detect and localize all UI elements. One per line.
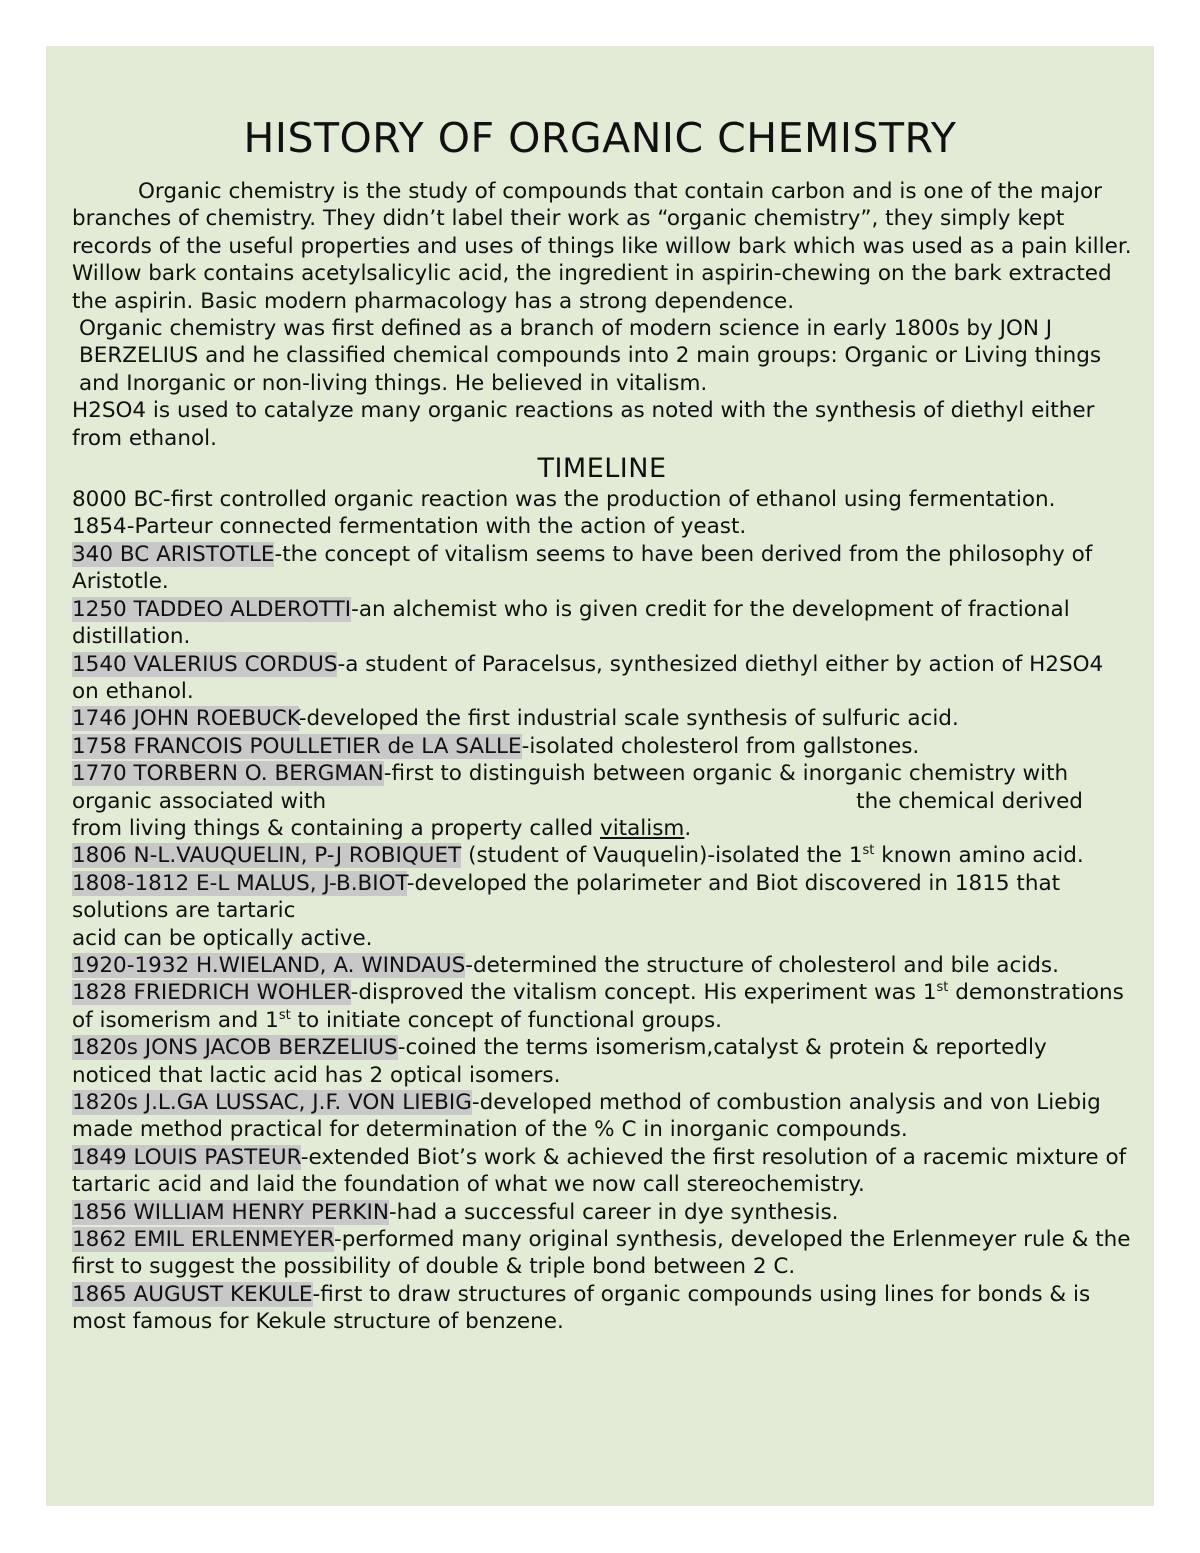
- entry-text: -a student of Paracelsus, synthesized diethyl either by action of H2SO4 on ethanol.: [72, 651, 1104, 704]
- timeline-entry: [72, 1281, 1132, 1336]
- entry-name: 1746 JOHN ROEBUCK: [72, 706, 299, 732]
- timeline-heading: TIMELINE: [537, 453, 667, 485]
- entry-text: acid can be optically active.: [72, 925, 373, 951]
- timeline-entry: [72, 842, 1132, 869]
- timeline-entry: [72, 1226, 1132, 1281]
- entry-text: -developed the first industrial scale synthesis of sulfuric acid.: [298, 706, 959, 732]
- timeline-entry: [72, 1144, 1132, 1199]
- entry-text: -determined the structure of cholesterol and bile acids.: [465, 952, 1059, 978]
- timeline-entry: [72, 733, 1132, 760]
- entry-text: -extended Biot’s work & achieved the first resolution of a racemic mixture of tartaric acid and laid the foundation of what we now call stereochemistry.: [72, 1144, 1127, 1198]
- entry-name: 1770 TORBERN O. BERGMAN: [72, 761, 384, 787]
- timeline-entry: [72, 651, 1132, 706]
- document-page: [46, 46, 1154, 1506]
- ordinal-suffix: st: [936, 980, 949, 996]
- timeline-entry: [72, 760, 1132, 842]
- timeline-entry: [72, 979, 1132, 1034]
- entry-name: 1806 N-L.VAUQUELIN, P-J ROBIQUET: [72, 843, 462, 869]
- intro-paragraph-1: Organic chemistry is the study of compounds that contain carbon and is one of the major branches of chemistry. They didn’t label their work as “organic chemistry”, they simply kept records of the useful properties and uses of things like willow bark which was used as a pain killer. Willow bark contains acetylsalicylic acid, the ingredient in aspirin-chewing on the bark extracted the aspirin. Basic modern pharmacology has a strong dependence.: [72, 179, 1132, 314]
- entry-text: -developed the polarimeter and Biot discovered in 1815 that solutions are tartaric: [72, 870, 1061, 924]
- entry-text: -had a successful career in dye synthesis.: [388, 1199, 839, 1225]
- ordinal-suffix: st: [278, 1007, 291, 1023]
- entry-text: -first to distinguish between organic & inorganic chemistry with organic associated with: [72, 761, 1069, 814]
- entry-name: 1820s JONS JACOB BERZELIUS: [72, 1035, 398, 1061]
- entry-text: known amino acid.: [874, 843, 1084, 869]
- timeline-entry: [72, 596, 1132, 651]
- ordinal-suffix: st: [862, 843, 875, 859]
- entry-name: 1862 EMIL ERLENMEYER: [72, 1227, 334, 1253]
- entry-text: -first to draw structures of organic compounds using lines for bonds & is most famous for Kekule structure of benzene.: [72, 1281, 1091, 1335]
- entry-name: 1758 FRANCOIS POULLETIER de LA SALLE: [72, 733, 522, 759]
- entry-text: demonstrations of isomerism and 1: [72, 980, 1124, 1033]
- document-body: [72, 178, 1132, 1336]
- entry-name: 1920-1932 H.WIELAND, A. WINDAUS: [72, 952, 466, 978]
- entry-name: 1849 LOUIS PASTEUR: [72, 1144, 301, 1170]
- entry-name: 340 BC ARISTOTLE: [72, 541, 275, 567]
- intro-paragraph-3: H2SO4 is used to catalyze many organic reactions as noted with the synthesis of diethyl either from ethanol.: [72, 398, 1095, 451]
- timeline-entry: [72, 1089, 1132, 1144]
- entry-name: 1250 TADDEO ALDEROTTI: [72, 596, 352, 622]
- entry-text: the chemical derived from living things & containing a property called: [72, 788, 1083, 841]
- entry-name: 1865 AUGUST KEKULE: [72, 1281, 313, 1307]
- entry-text: to initiate concept of functional groups.: [290, 1007, 722, 1033]
- timeline-entry: [72, 952, 1132, 979]
- underlined-term: vitalism: [599, 815, 685, 841]
- entry-name: 1820s J.L.GA LUSSAC, J.F. VON LIEBIG: [72, 1090, 472, 1115]
- entry-name: 1808-1812 E-L MALUS, J-B.BIOT: [72, 870, 407, 896]
- timeline-entry: [72, 870, 1132, 952]
- timeline-entry: [72, 1199, 1132, 1226]
- entry-name: 1540 VALERIUS CORDUS: [72, 651, 338, 677]
- entry-text: -performed many original synthesis, developed the Erlenmeyer rule & the first to suggest the possibility of double & triple bond between 2 C.: [72, 1227, 1131, 1280]
- entry-text: -disproved the vitalism concept. His experiment was 1: [350, 980, 937, 1006]
- entry-name: 1828 FRIEDRICH WOHLER: [72, 980, 351, 1006]
- entry-text: -coined the terms isomerism,catalyst & protein & reportedly noticed that lactic acid has 2 optical isomers.: [72, 1035, 1047, 1088]
- timeline-entry: [72, 541, 1132, 596]
- entry-text: -developed method of combustion analysis and von Liebig made method practical for determination of the % C in inorganic compounds.: [72, 1090, 1101, 1143]
- entry-text: .: [684, 815, 692, 841]
- timeline-entry: [72, 705, 1132, 732]
- timeline-entry: 8000 BC-first controlled organic reaction was the production of ethanol using fermentation.: [72, 487, 1056, 513]
- page-title: HISTORY OF ORGANIC CHEMISTRY: [243, 114, 957, 162]
- entry-text: -the concept of vitalism seems to have been derived from the philosophy of Aristotle.: [72, 541, 1093, 595]
- entry-text: (student of Vauquelin)-isolated the 1: [461, 843, 863, 869]
- entry-name: 1856 WILLIAM HENRY PERKIN: [72, 1199, 389, 1225]
- intro-paragraph-2: Organic chemistry was first defined as a branch of modern science in early 1800s by JON J BERZELIUS and he classified chemical compounds into 2 main groups: Organic or Living things and Inorganic or non-living things. He believed in vitalism.: [79, 316, 1102, 396]
- timeline-entry: [72, 1034, 1132, 1089]
- entry-text: -isolated cholesterol from gallstones.: [521, 733, 920, 759]
- entry-text: -an alchemist who is given credit for the development of fractional distillation.: [72, 596, 1070, 650]
- timeline-entry: 1854-Parteur connected fermentation with the action of yeast.: [72, 514, 747, 540]
